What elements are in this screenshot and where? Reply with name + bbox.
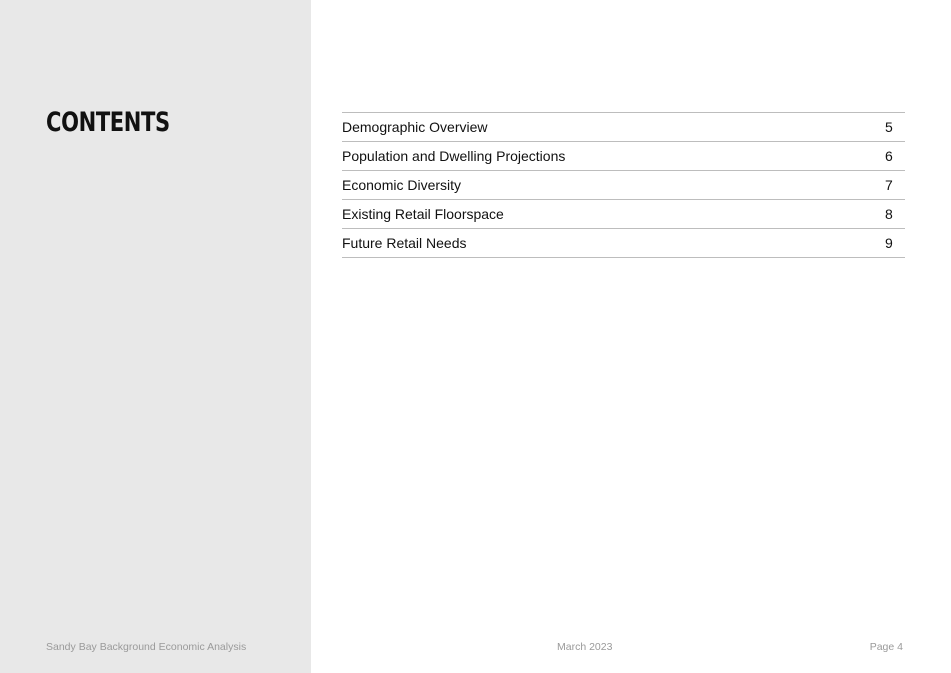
toc-entry-label: Future Retail Needs bbox=[342, 235, 467, 251]
page-title: CONTENTS bbox=[46, 107, 170, 138]
footer-document-title: Sandy Bay Background Economic Analysis bbox=[46, 641, 247, 653]
toc-entry-page: 5 bbox=[885, 119, 893, 135]
toc-entry[interactable] bbox=[342, 200, 905, 229]
toc-entry[interactable] bbox=[342, 142, 905, 171]
sidebar-panel bbox=[0, 0, 311, 673]
toc-entry-label: Demographic Overview bbox=[342, 119, 488, 135]
table-of-contents bbox=[342, 112, 905, 258]
toc-entry-page: 7 bbox=[885, 177, 893, 193]
toc-entry-page: 9 bbox=[885, 235, 893, 251]
toc-entry[interactable] bbox=[342, 229, 905, 258]
toc-entry-page: 8 bbox=[885, 206, 893, 222]
footer-date: March 2023 bbox=[557, 641, 613, 653]
toc-entry[interactable] bbox=[342, 113, 905, 142]
toc-entry-label: Existing Retail Floorspace bbox=[342, 206, 504, 222]
toc-entry[interactable] bbox=[342, 171, 905, 200]
toc-entry-label: Population and Dwelling Projections bbox=[342, 148, 566, 164]
toc-entry-page: 6 bbox=[885, 148, 893, 164]
toc-entry-label: Economic Diversity bbox=[342, 177, 462, 193]
footer-page-number: Page 4 bbox=[869, 641, 903, 653]
